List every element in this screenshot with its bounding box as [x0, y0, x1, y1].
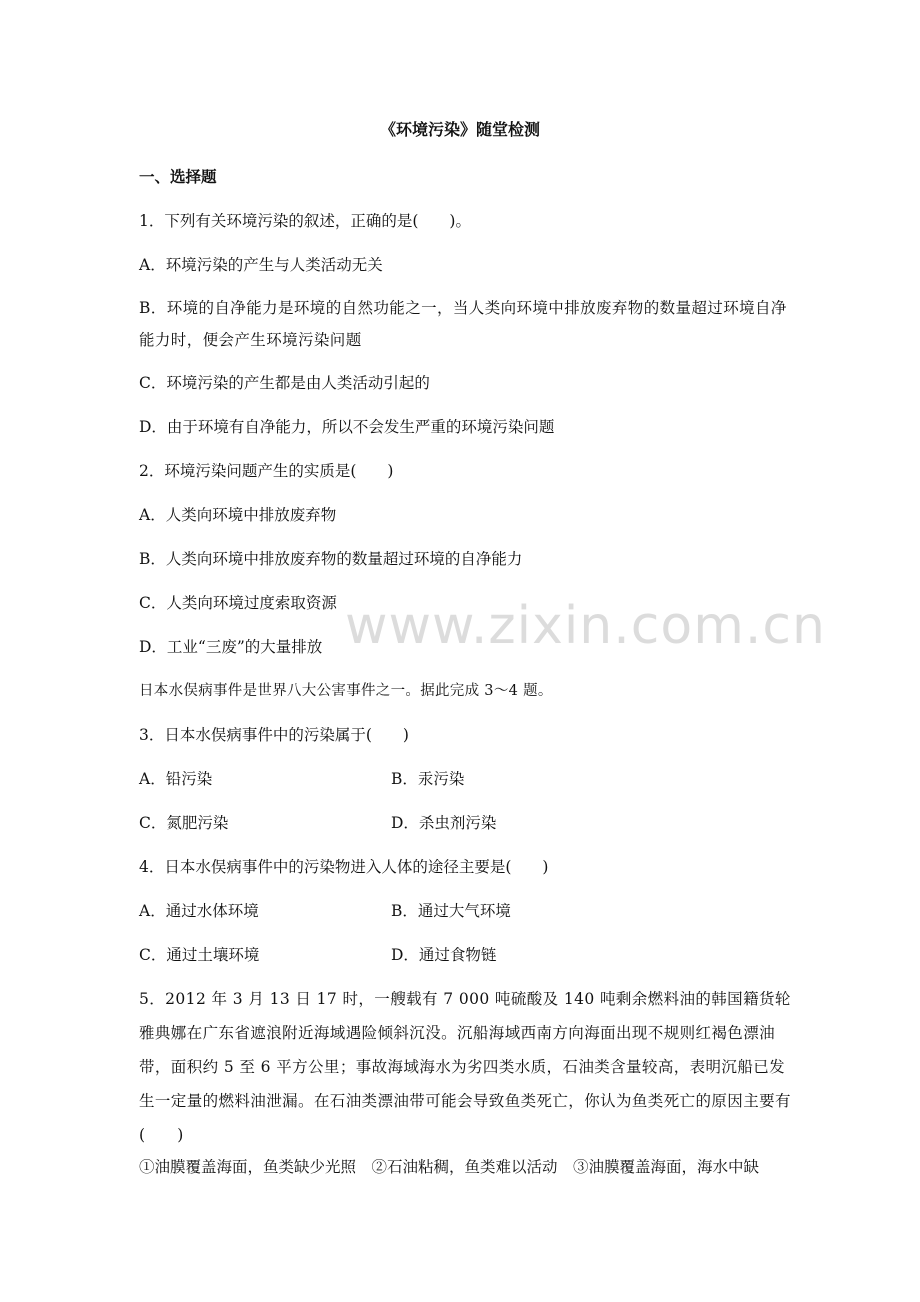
- question-4-option-b: B．通过大气环境: [391, 902, 511, 920]
- question-2-option-d: D．工业“三废”的大量排放: [139, 638, 323, 656]
- question-3-option-d: D．杀虫剂污染: [391, 814, 497, 832]
- question-3-stem: 3．日本水俣病事件中的污染属于( ): [139, 726, 409, 744]
- question-1-option-a: A．环境污染的产生与人类活动无关: [139, 256, 383, 274]
- section-heading: 一、选择题: [139, 168, 217, 186]
- question-4-option-a: A．通过水体环境: [139, 902, 259, 920]
- question-3-option-c: C．氮肥污染: [139, 814, 229, 832]
- question-2-option-a: A．人类向环境中排放废弃物: [139, 506, 337, 524]
- question-5-options: ①油膜覆盖海面，鱼类缺少光照 ②石油粘稠，鱼类难以活动 ③油膜覆盖海面，海水中缺: [139, 1158, 760, 1176]
- question-4-options-row-1: [139, 900, 799, 922]
- question-4-option-c: C．通过土壤环境: [139, 946, 260, 964]
- question-1-option-d: D．由于环境有自净能力，所以不会发生严重的环境污染问题: [139, 418, 555, 436]
- question-2-option-c: C．人类向环境过度索取资源: [139, 594, 337, 612]
- document-title: 《环境污染》随堂检测: [379, 120, 540, 139]
- question-2-option-b: B．人类向环境中排放废弃物的数量超过环境的自净能力: [139, 550, 523, 568]
- question-3-option-a: A．铅污染: [139, 770, 213, 788]
- question-1-stem: 1．下列有关环境污染的叙述，正确的是( )。: [139, 212, 471, 230]
- question-4-options-row-2: [139, 944, 799, 966]
- question-3-option-b: B．汞污染: [391, 770, 465, 788]
- question-2-stem: 2．环境污染问题产生的实质是( ): [139, 462, 394, 480]
- question-4-option-d: D．通过食物链: [391, 946, 497, 964]
- question-3-options-row-1: [139, 768, 799, 790]
- question-3-options-row-2: [139, 812, 799, 834]
- question-1-option-c: C．环境污染的产生都是由人类活动引起的: [139, 374, 430, 392]
- passage-text: 日本水俣病事件是世界八大公害事件之一。据此完成 3～4 题。: [139, 683, 553, 699]
- question-5-stem: 5．2012 年 3 月 13 日 17 时，一艘载有 7 000 吨硫酸及 140 吨剩余燃料油的韩国籍货轮雅典娜在广东省遮浪附近海域遇险倾斜沉没。沉船海域西南方向海面出现不规则红褐色漂油带，面积约 5 至 6 平方公里；事故海域海水为劣四类水质，石油类含量较高，表明沉船已发生一定量的燃料油泄漏。在石油类漂油带可能会导致鱼类死亡，你认为鱼类死亡的原因主要有( ): [139, 990, 791, 1144]
- question-1-option-b: B．环境的自净能力是环境的自然功能之一，当人类向环境中排放废弃物的数量超过环境自净能力时，便会产生环境污染问题: [139, 299, 787, 349]
- watermark-text: www.zixin.com.cn: [345, 596, 826, 656]
- question-4-stem: 4．日本水俣病事件中的污染物进入人体的途径主要是( ): [139, 858, 549, 876]
